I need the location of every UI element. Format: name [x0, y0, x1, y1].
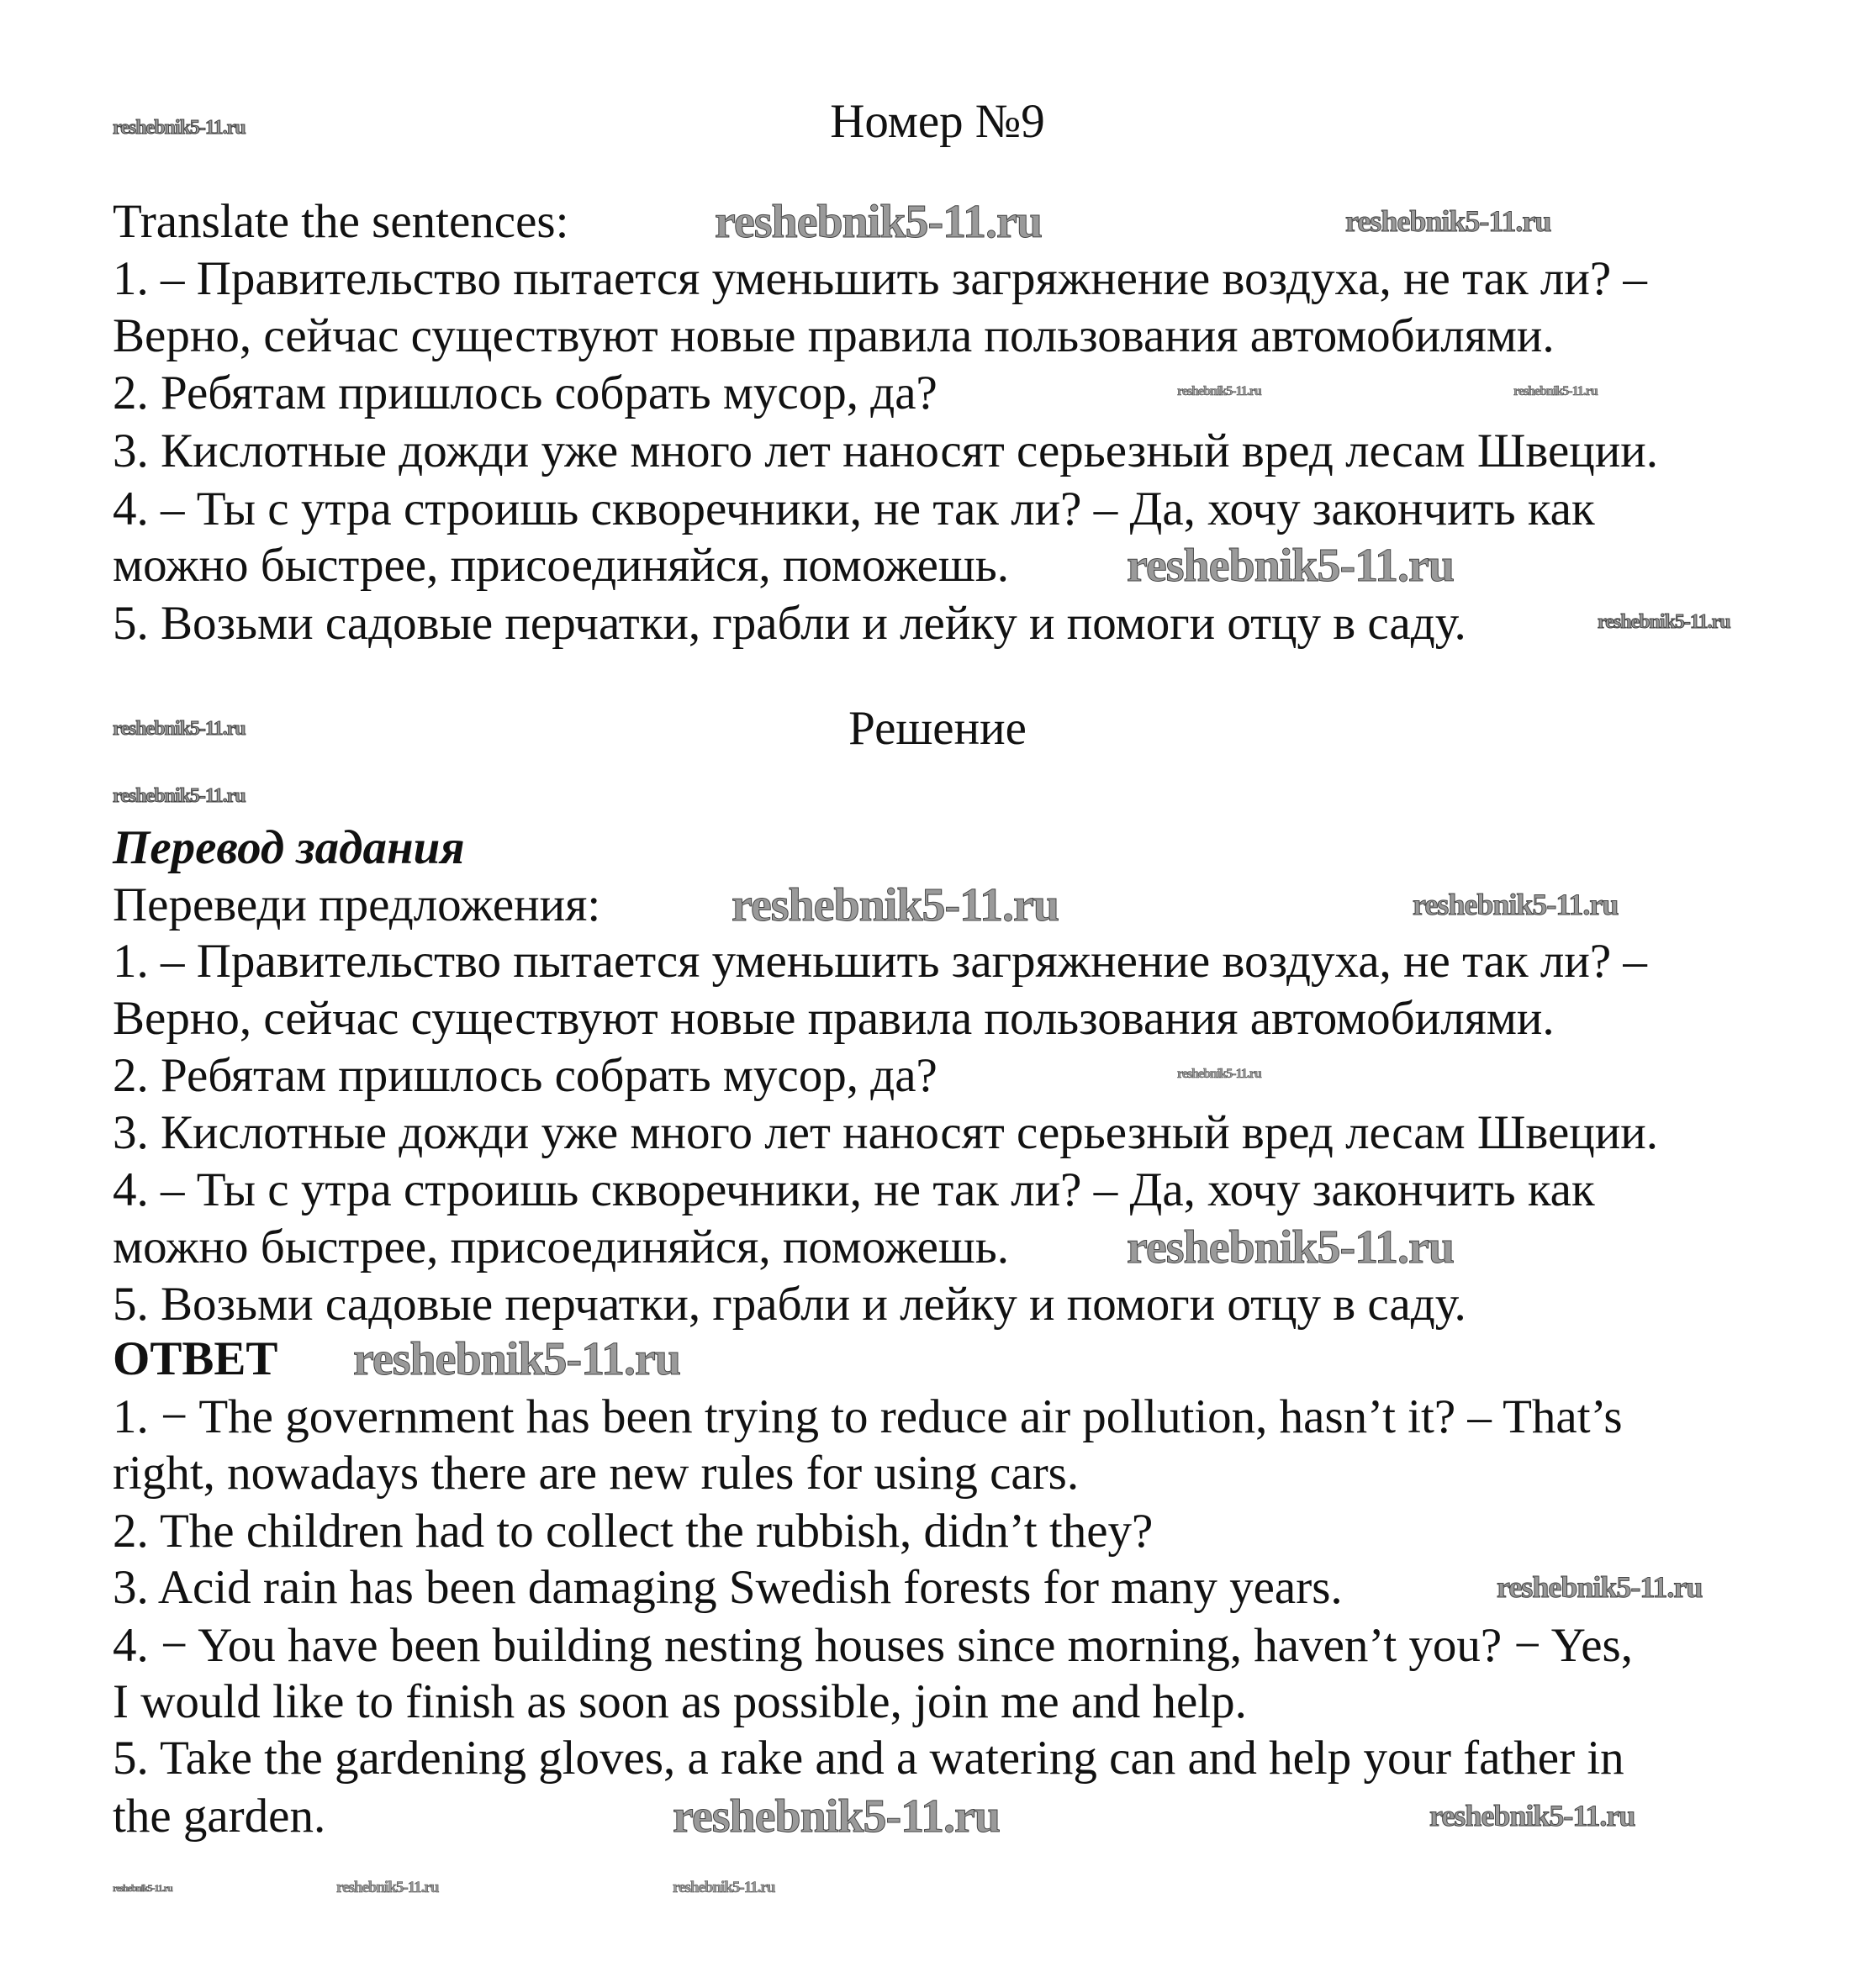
- translation-line: 1. – Правительство пытается уменьшить загряжнение воздуха, не так ли? –: [113, 935, 1647, 988]
- watermark: reshebnik5-11.ru: [113, 718, 246, 740]
- watermark: reshebnik5-11.ru: [1127, 540, 1455, 592]
- answer-line: 3. Acid rain has been damaging Swedish forests for many years.: [113, 1561, 1343, 1614]
- answer-line: 2. The children had to collect the rubbish, didn’t they?: [113, 1505, 1154, 1558]
- watermark: reshebnik5-11.ru: [113, 785, 246, 807]
- answer-line: 4. − You have been building nesting houses since morning, haven’t you? − Yes,: [113, 1619, 1633, 1672]
- solution-title: Решение: [848, 702, 1027, 755]
- answer-line: 1. − The government has been trying to reduce air pollution, hasn’t it? – That’s: [113, 1390, 1623, 1443]
- answer-line: right, nowadays there are new rules for using cars.: [113, 1447, 1080, 1500]
- task-line: 1. – Правительство пытается уменьшить загряжнение воздуха, не так ли? –: [113, 252, 1647, 305]
- task-line: 5. Возьми садовые перчатки, грабли и лейку и помоги отцу в саду.: [113, 597, 1466, 650]
- watermark: reshebnik5-11.ru: [1177, 1067, 1261, 1081]
- translation-line: можно быстрее, присоединяйся, поможешь.: [113, 1221, 1010, 1273]
- watermark: reshebnik5-11.ru: [113, 117, 246, 139]
- translation-line: 4. – Ты с утра строишь скворечники, не так ли? – Да, хочу закончить как: [113, 1163, 1595, 1216]
- watermark: reshebnik5-11.ru: [353, 1333, 681, 1385]
- task-line: можно быстрее, присоединяйся, поможешь.: [113, 539, 1010, 592]
- answer-line: the garden.: [113, 1790, 326, 1843]
- watermark: reshebnik5-11.ru: [1345, 204, 1551, 238]
- answer-heading: ОТВЕТ: [113, 1332, 278, 1385]
- task-line: 2. Ребятам пришлось собрать мусор, да?: [113, 366, 938, 419]
- watermark: reshebnik5-11.ru: [336, 1879, 439, 1896]
- task-heading: Translate the sentences:: [113, 195, 569, 248]
- translation-heading: Перевод задания: [113, 821, 465, 874]
- answer-line: I would like to finish as soon as possible, join me and help.: [113, 1675, 1247, 1728]
- task-line: Верно, сейчас существуют новые правила пользования автомобилями.: [113, 309, 1555, 362]
- watermark: reshebnik5-11.ru: [715, 196, 1043, 248]
- translation-line: 3. Кислотные дожди уже много лет наносят серьезный вред лесам Швеции.: [113, 1106, 1658, 1159]
- task-line: 4. – Ты с утра строишь скворечники, не так ли? – Да, хочу закончить как: [113, 482, 1595, 535]
- translation-line: 2. Ребятам пришлось собрать мусор, да?: [113, 1049, 938, 1102]
- watermark: reshebnik5-11.ru: [1497, 1570, 1703, 1604]
- watermark: reshebnik5-11.ru: [1598, 611, 1730, 633]
- translation-line: Верно, сейчас существуют новые правила пользования автомобилями.: [113, 992, 1555, 1045]
- watermark: reshebnik5-11.ru: [113, 1882, 172, 1894]
- task-line: 3. Кислотные дожди уже много лет наносят серьезный вред лесам Швеции.: [113, 424, 1658, 477]
- translation-intro: Переведи предложения:: [113, 878, 601, 931]
- watermark: reshebnik5-11.ru: [732, 879, 1059, 931]
- watermark: reshebnik5-11.ru: [1413, 888, 1619, 921]
- watermark: reshebnik5-11.ru: [1127, 1221, 1455, 1273]
- watermark: reshebnik5-11.ru: [1513, 384, 1598, 398]
- watermark: reshebnik5-11.ru: [673, 1790, 1001, 1843]
- watermark: reshebnik5-11.ru: [673, 1879, 775, 1896]
- answer-line: 5. Take the gardening gloves, a rake and a watering can and help your father in: [113, 1732, 1624, 1785]
- watermark: reshebnik5-11.ru: [1429, 1799, 1635, 1832]
- watermark: reshebnik5-11.ru: [1177, 384, 1261, 398]
- translation-line: 5. Возьми садовые перчатки, грабли и лейку и помоги отцу в саду.: [113, 1278, 1466, 1331]
- page-title: Номер №9: [830, 95, 1045, 148]
